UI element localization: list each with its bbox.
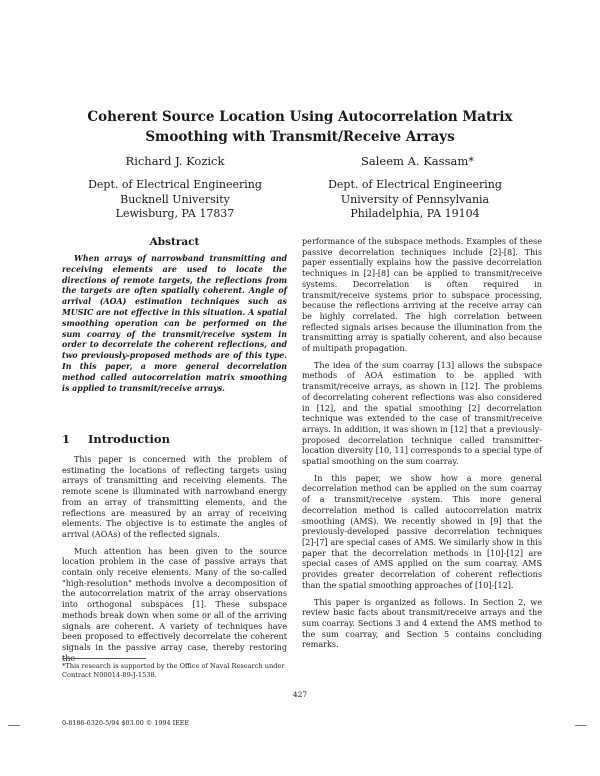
right-paragraph-2: In this paper, we show how a more general decorrelation method can be applied on the sum coarray of a transmit/receive system. This more general decorrelation method is called autocorrelation matrix smoothing (AMS). We recently showed in [9] that the previously-developed passive decorrelation techniques [2]-[7] are special cases of AMS. We similarly show in this paper that the decorrelation methods in [10]-[12] are special cases of AMS applied on the sum coarray. AMS provides greater decorrelation of coherent reflections than the spatial smoothing approaches of [10]-[12]. bbox=[302, 472, 542, 590]
intro-paragraph-2: Much attention has been given to the source location problem in the case of passive arrays that contain only receive elements. Many of the so-called "high-resolution" methods involve a decomposition of the autocorrelation matrix of the array observations into orthogonal subspaces [1]. These subspace methods break down when some or all of the arriving signals are coherent. A variety of techniques have been proposed to effectively decorrelate the coherent signals in the passive array case, thereby restoring the bbox=[62, 545, 287, 663]
abstract-text: When arrays of narrowband transmitting and receiving elements are used to locate the directions of remote targets, the reflections from the targets are often spatially coherent. Angle of arrival (AOA) estimation techniques such as MUSIC are not effective in this situation. A spatial smoothing operation can be performed on the sum coarray of the transmit/receive system in order to decorrelate the coherent reflections, and two previously-proposed methods are of this type. In this paper, a more general decorrelation method called autocorrelation matrix smoothing is applied to transmit/receive arrays. bbox=[62, 254, 287, 393]
page-number: 427 bbox=[292, 690, 308, 699]
author-2-univ: University of Pennsylvania bbox=[340, 192, 490, 206]
right-column bbox=[302, 236, 542, 656]
footnote-rule bbox=[62, 658, 146, 659]
footnote: *This research is supported by the Office of Naval Research under Contract N00014-89-J-1538. bbox=[62, 662, 285, 679]
abstract-body bbox=[62, 254, 287, 394]
abstract-heading: Abstract bbox=[149, 236, 200, 248]
intro-paragraph-1: This paper is concerned with the problem of estimating the locations of reflecting targets using arrays of transmitting and receiving elements. The remote scene is illuminated with narrowband energy from an array of transmitting elements, and the reflections are measured by an array of receiving elements. The objective is to estimate the angles of arrival (AOAs) of the reflected signals. bbox=[62, 454, 287, 539]
author-1-affiliation bbox=[80, 178, 270, 222]
author-2-name: Saleem A. Kassam* bbox=[361, 154, 474, 168]
left-column bbox=[62, 454, 287, 669]
author-2-city: Philadelphia, PA 19104 bbox=[350, 207, 480, 220]
author-1-dept: Dept. of Electrical Engineering bbox=[88, 178, 262, 191]
section-title: Introduction bbox=[88, 432, 170, 446]
section-number: 1 bbox=[62, 432, 71, 446]
author-1-city: Lewisburg, PA 17837 bbox=[115, 207, 235, 220]
paper-title bbox=[60, 107, 540, 147]
right-paragraph-3: This paper is organized as follows. In Section 2, we review basic facts about transmit/receive arrays and the sum coarray. Sections 3 and 4 extend the AMS method to the sum coarray, and Section 5 contains concluding remarks. bbox=[302, 596, 542, 650]
right-paragraph-0: performance of the subspace methods. Examples of these passive decorrelation techniques include [2]-[8]. This paper essentially explains how the passive decorrelation techniques in [2]-[8] can be applied to transmit/receive systems. Decorrelation is often required in transmit/receive systems prior to subspace processing, because the reflections arriving at the receive array can be highly correlated. The high correlation between reflected signals arises because the illumination from the transmitting array is spatially coherent, and also because of multipath propagation. bbox=[302, 236, 542, 354]
right-paragraph-1: The idea of the sum coarray [13] allows the subspace methods of AOA estimation to be applied with transmit/receive arrays, as shown in [12]. The problems of decorrelating coherent reflections was also considered in [12], and the spatial smoothing [2] decorrelation technique was extended to the case of transmit/receive arrays. In addition, it was shown in [12] that a previously-proposed decorrelation technique called transmitter-location diversity [10, 11] corresponds to a special type of spatial smoothing on the sum coarray. bbox=[302, 359, 542, 467]
publication-identifier: 0-8186-6320-5/94 $03.00 © 1994 IEEE bbox=[62, 719, 190, 727]
author-2-dept: Dept. of Electrical Engineering bbox=[328, 178, 502, 191]
title-line-1: Coherent Source Location Using Autocorrelation Matrix bbox=[87, 109, 513, 125]
author-1-name: Richard J. Kozick bbox=[125, 154, 225, 168]
introduction-heading bbox=[62, 432, 170, 446]
author-1-univ: Bucknell University bbox=[120, 192, 230, 206]
author-2-affiliation bbox=[320, 178, 510, 222]
title-line-2: Smoothing with Transmit/Receive Arrays bbox=[145, 129, 455, 145]
scan-mark-left bbox=[8, 725, 20, 726]
scan-mark-right bbox=[575, 725, 587, 726]
